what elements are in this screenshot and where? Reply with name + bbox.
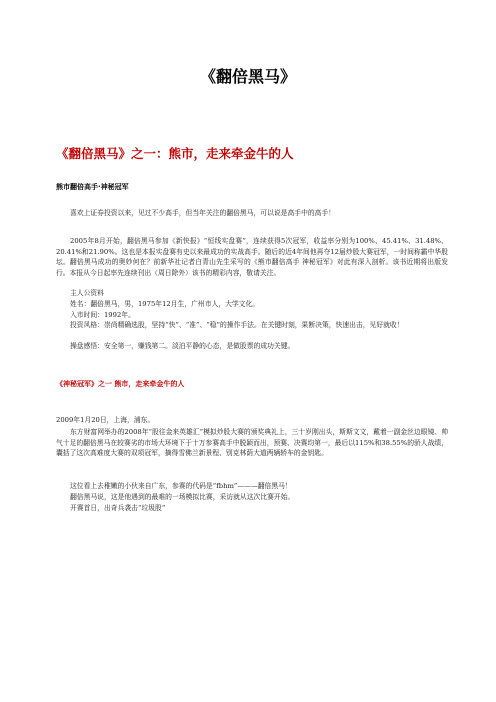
- profile-name: 姓名：翻倍黑马，男，1975年12月生，广州市人，大学文化。: [70, 300, 260, 308]
- section-1-subheading: 熊市翻倍高手·神秘冠军: [56, 183, 129, 191]
- document-title: 《翻倍黑马》: [199, 67, 296, 86]
- profile-heading: 主人公资料: [70, 289, 104, 297]
- profile-entry-time: 入市时间：1992年。: [70, 311, 135, 319]
- dateline: 2009年1月20日，上海，浦东。: [56, 416, 155, 424]
- first-day-line: 开赛首日，出奇兵袭击“垃圾股”: [70, 504, 166, 512]
- section-1-title: 《翻倍黑马》之一：熊市，走来牵金牛的人: [56, 146, 294, 161]
- section-2-title: 《神秘冠军》之一 熊市，走来牵金牛的人: [56, 380, 185, 388]
- background-paragraph: 2005年8月开始，翻倍黑马参加《新快报》“恒线实盘赛”，连续获得5次冠军，收益率分别为100%、45.41%、31.48%、20.41%和21.90%。这也是本报实盘赛有史以来最成功的实战高手。随后的近4年间他再夺12届炒股大赛冠军，一时间称霸中华股坛。翻倍黑马成功的奥妙何在？前新华社记者白青山先生采写的《熊市翻倍高手 神秘冠军》对此有深入剖析。该书近期将出版发行。本报从今日起率先连续刊出（周日除外）该书的精彩内容，敬请关注。: [56, 237, 448, 277]
- profile-insight: 操盘感悟：安全第一，赚钱第二。淡泊平静的心态，是做股票的成功关键。: [70, 342, 295, 350]
- contestant-code-line: 这位看上去稚嫩的小伙来自广东，参赛的代码是“fbhm”———翻倍黑马！: [70, 482, 292, 490]
- interview-intro-line: 翻倍黑马说，这是他遇到的最难的一场模拟比赛，采访就从这次比赛开始。: [70, 493, 295, 501]
- award-paragraph: 东方财富网举办的2008年“股往金来英雄汇”模拟炒股大赛的颁奖典礼上，三十岁刚出头，斯斯文文，戴着一副金丝边眼镜、帅气十足的翻倍黑马在较赛劣的市场大环境下于十万参赛高手中脱颖而出，预赛、决赛均第一，最后以115%和38.55%的骄人战绩，囊括了这次高难度大赛的双项冠军，摘得雪佛兰新景程、别克林荫大道两辆轿车的金钥匙。: [56, 428, 448, 458]
- profile-style: 投资风格：崇尚精确选股，坚持“快”、“准”、“稳”的操作手法。在关键时刻，果断决策，快速出击，见好就收！: [70, 321, 404, 329]
- intro-paragraph: 喜欢上证券投资以来，见过不少高手，但当年关注的翻倍黑马，可以说是高手中的高手！: [70, 209, 336, 217]
